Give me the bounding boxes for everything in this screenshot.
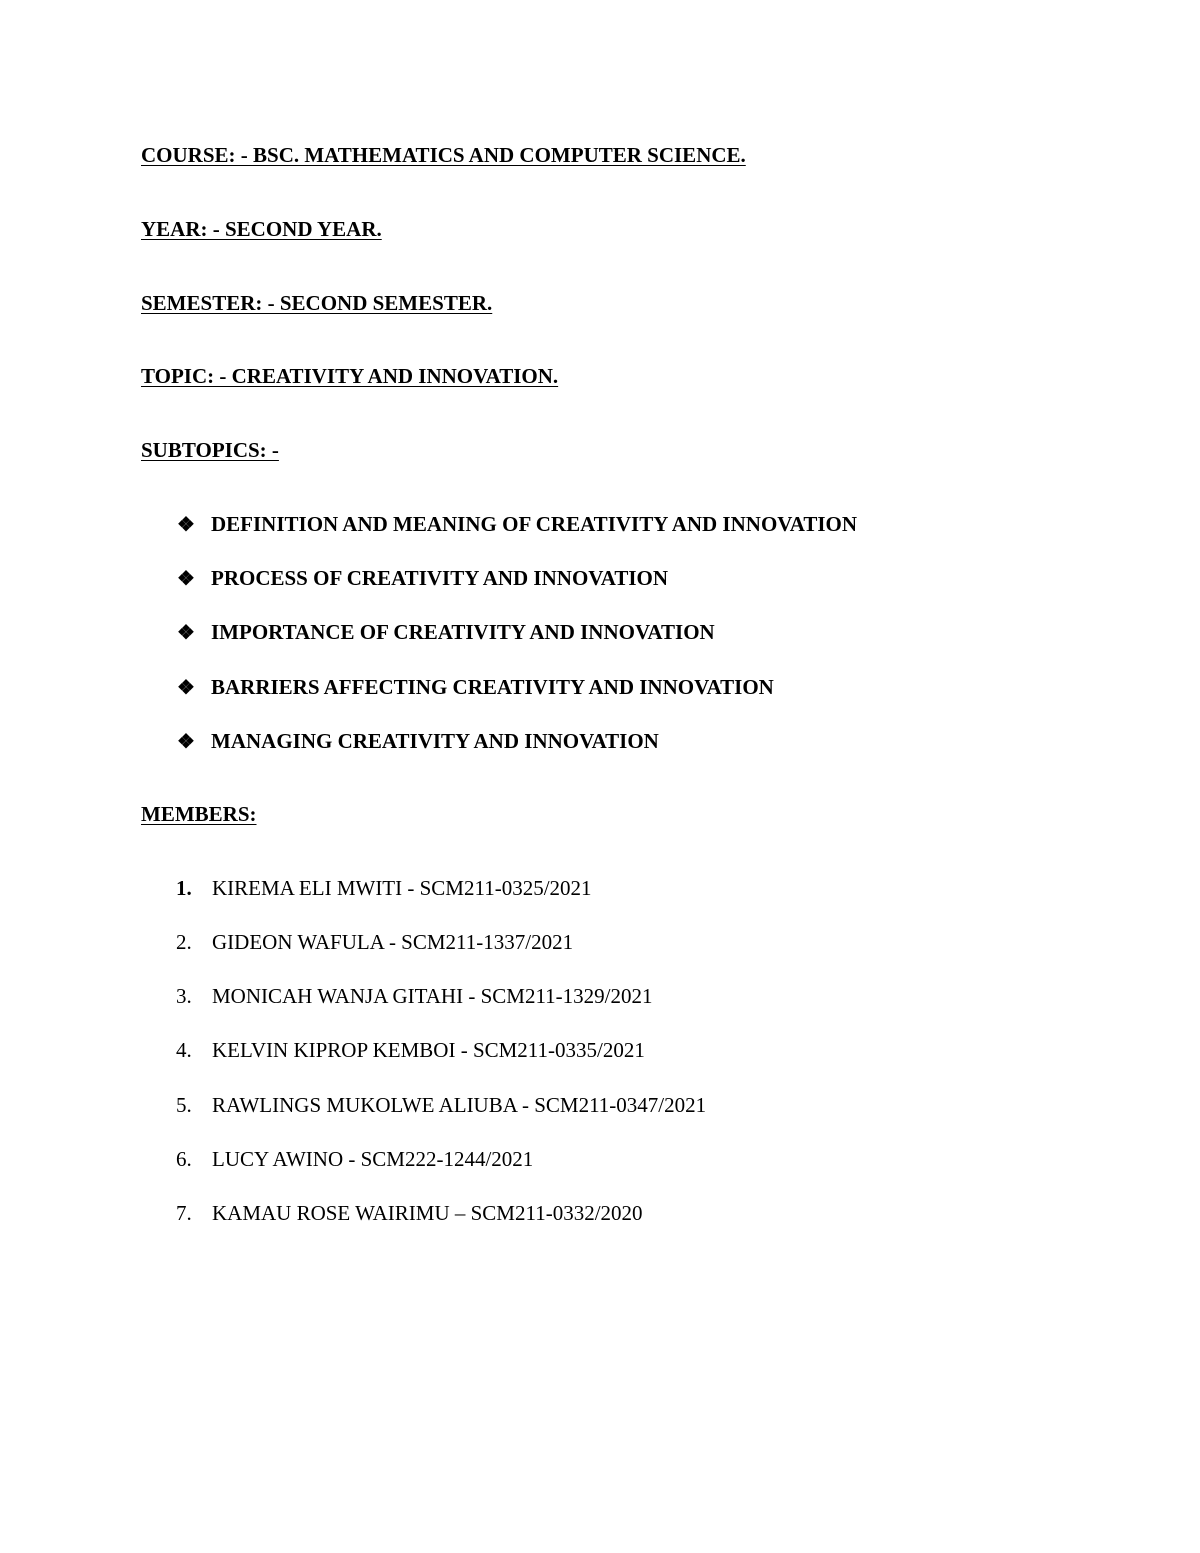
member-number: 6. bbox=[176, 1147, 192, 1171]
member-number: 2. bbox=[176, 930, 192, 954]
subtopic-label: BARRIERS AFFECTING CREATIVITY AND INNOVATION bbox=[211, 675, 774, 699]
topic-heading: TOPIC: - CREATIVITY AND INNOVATION. bbox=[141, 364, 559, 388]
diamond-bullet-icon: ❖ bbox=[177, 731, 195, 753]
diamond-bullet-icon: ❖ bbox=[177, 568, 195, 590]
semester-heading: SEMESTER: - SECOND SEMESTER. bbox=[141, 291, 493, 315]
list-item bbox=[177, 620, 715, 645]
list-item bbox=[177, 566, 668, 591]
subtopic-label: DEFINITION AND MEANING OF CREATIVITY AND INNOVATION bbox=[211, 512, 858, 536]
member-text: KIREMA ELI MWITI - SCM211-0325/2021 bbox=[212, 876, 592, 900]
year-heading: YEAR: - SECOND YEAR. bbox=[141, 217, 382, 241]
member-text: KELVIN KIPROP KEMBOI - SCM211-0335/2021 bbox=[212, 1038, 645, 1062]
member-number: 7. bbox=[176, 1201, 192, 1225]
subtopic-label: PROCESS OF CREATIVITY AND INNOVATION bbox=[211, 566, 669, 590]
list-item bbox=[177, 729, 659, 754]
member-number: 1. bbox=[176, 876, 192, 900]
diamond-bullet-icon: ❖ bbox=[177, 514, 195, 536]
list-item bbox=[177, 512, 857, 537]
list-item bbox=[176, 1201, 643, 1225]
list-item bbox=[176, 1038, 645, 1062]
subtopic-label: IMPORTANCE OF CREATIVITY AND INNOVATION bbox=[211, 620, 715, 644]
list-item bbox=[176, 1147, 533, 1171]
member-number: 5. bbox=[176, 1093, 192, 1117]
member-text: RAWLINGS MUKOLWE ALIUBA - SCM211-0347/2021 bbox=[212, 1093, 707, 1117]
member-text: MONICAH WANJA GITAHI - SCM211-1329/2021 bbox=[212, 984, 653, 1008]
list-item bbox=[176, 1093, 706, 1117]
diamond-bullet-icon: ❖ bbox=[177, 677, 195, 699]
diamond-bullet-icon: ❖ bbox=[177, 622, 195, 644]
list-item bbox=[176, 984, 653, 1008]
subtopic-label: MANAGING CREATIVITY AND INNOVATION bbox=[211, 729, 659, 753]
list-item bbox=[177, 675, 774, 700]
course-heading: COURSE: - BSC. MATHEMATICS AND COMPUTER SCIENCE. bbox=[141, 143, 746, 167]
member-number: 3. bbox=[176, 984, 192, 1008]
subtopics-heading: SUBTOPICS: - bbox=[141, 438, 279, 462]
member-text: LUCY AWINO - SCM222-1244/2021 bbox=[212, 1147, 534, 1171]
member-text: KAMAU ROSE WAIRIMU – SCM211-0332/2020 bbox=[212, 1201, 643, 1225]
members-heading: MEMBERS: bbox=[141, 802, 257, 826]
list-item bbox=[176, 930, 573, 954]
member-number: 4. bbox=[176, 1038, 192, 1062]
member-text: GIDEON WAFULA - SCM211-1337/2021 bbox=[212, 930, 574, 954]
list-item bbox=[176, 876, 592, 900]
